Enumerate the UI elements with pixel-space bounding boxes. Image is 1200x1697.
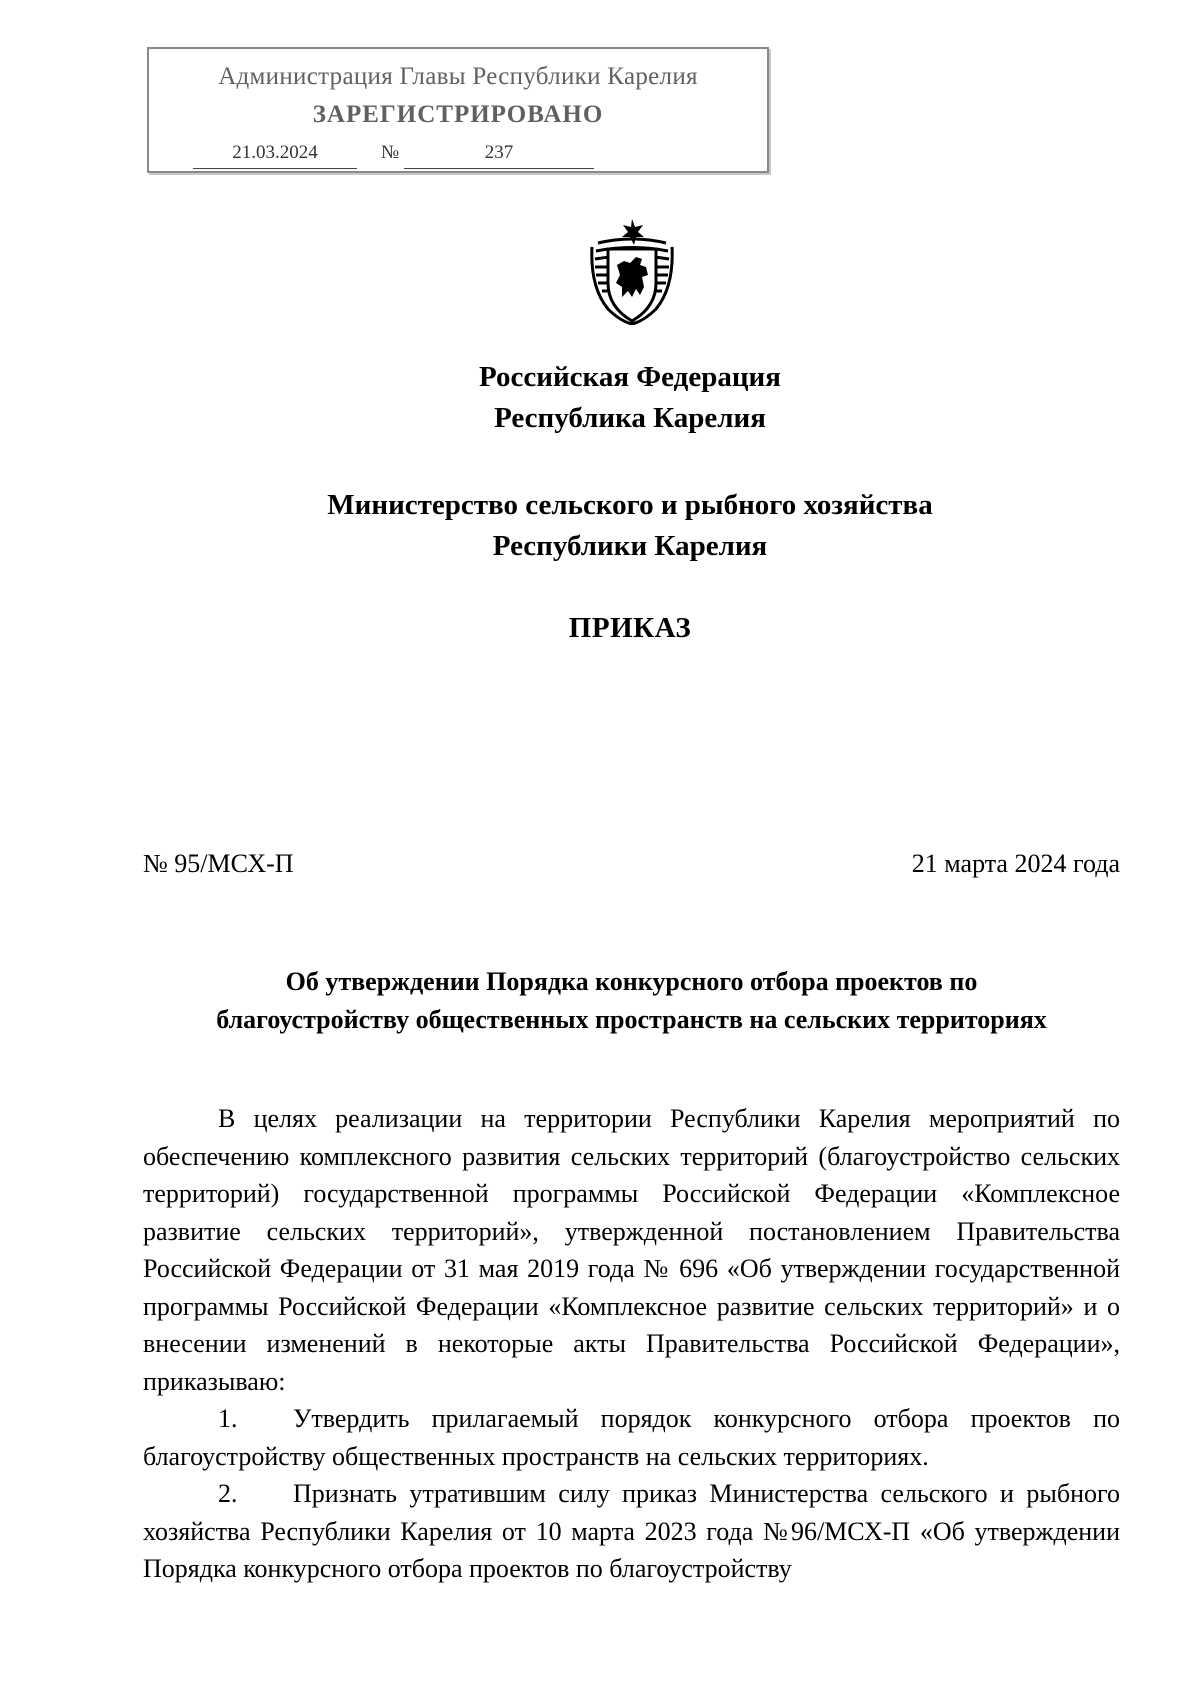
order-subject <box>143 963 1120 1039</box>
order-body <box>143 1100 1120 1588</box>
country-header <box>0 357 1200 439</box>
item-text: Признать утратившим силу приказ Министерства сельского и рыбного хозяйства Республики Карелия от 10 марта 2023 года №96/МСХ-П «Об утверждении Порядка конкурсного отбора проектов по благоустройству <box>143 1479 1120 1583</box>
stamp-status: ЗАРЕГИСТРИРОВАНО <box>312 101 604 128</box>
country-name: Российская Федерация <box>479 361 781 393</box>
ministry-name-line2: Республики Карелия <box>492 530 768 562</box>
registration-stamp <box>147 47 769 173</box>
republic-name: Республика Карелия <box>494 402 766 434</box>
stamp-date: 21.03.2024 <box>193 142 357 169</box>
item-text: Утвердить прилагаемый порядок конкурсного отбора проектов по благоустройству общественных пространств на сельских территориях. <box>143 1404 1120 1471</box>
stamp-title: Администрация Главы Республики Карелия <box>218 63 698 90</box>
item-number: 2. <box>218 1479 238 1508</box>
subject-line-2: благоустройству общественных пространств на сельских территориях <box>216 1005 1047 1034</box>
karelia-coat-of-arms-icon <box>586 217 678 325</box>
document-type: ПРИКАЗ <box>568 612 692 644</box>
ministry-header <box>0 485 1200 567</box>
ministry-name-line1: Министерство сельского и рыбного хозяйства <box>327 489 933 521</box>
subject-line-1: Об утверждении Порядка конкурсного отбора проектов по <box>285 967 978 996</box>
stamp-number: 237 <box>404 142 594 169</box>
preamble-paragraph: В целях реализации на территории Республики Карелия мероприятий по обеспечению комплексного развития сельских территорий (благоустройство сельских территорий) государственной программы Российской Федерации «Комплексное развитие сельских территорий», утвержденной постановлением Правительства Российской Федерации от 31 мая 2019 года № 696 «Об утверждении государственной программы Российской Федерации «Комплексное развитие сельских территорий» и о внесении изменений в некоторые акты Правительства Российской Федерации», приказываю: <box>143 1104 1120 1396</box>
item-number: 1. <box>218 1404 238 1433</box>
order-date: 21 марта 2024 года <box>911 849 1120 878</box>
order-number: № 95/МСХ-П <box>143 849 294 878</box>
order-item-1 <box>143 1400 1120 1475</box>
order-item-2 <box>143 1475 1120 1588</box>
stamp-number-label: № <box>381 142 400 163</box>
